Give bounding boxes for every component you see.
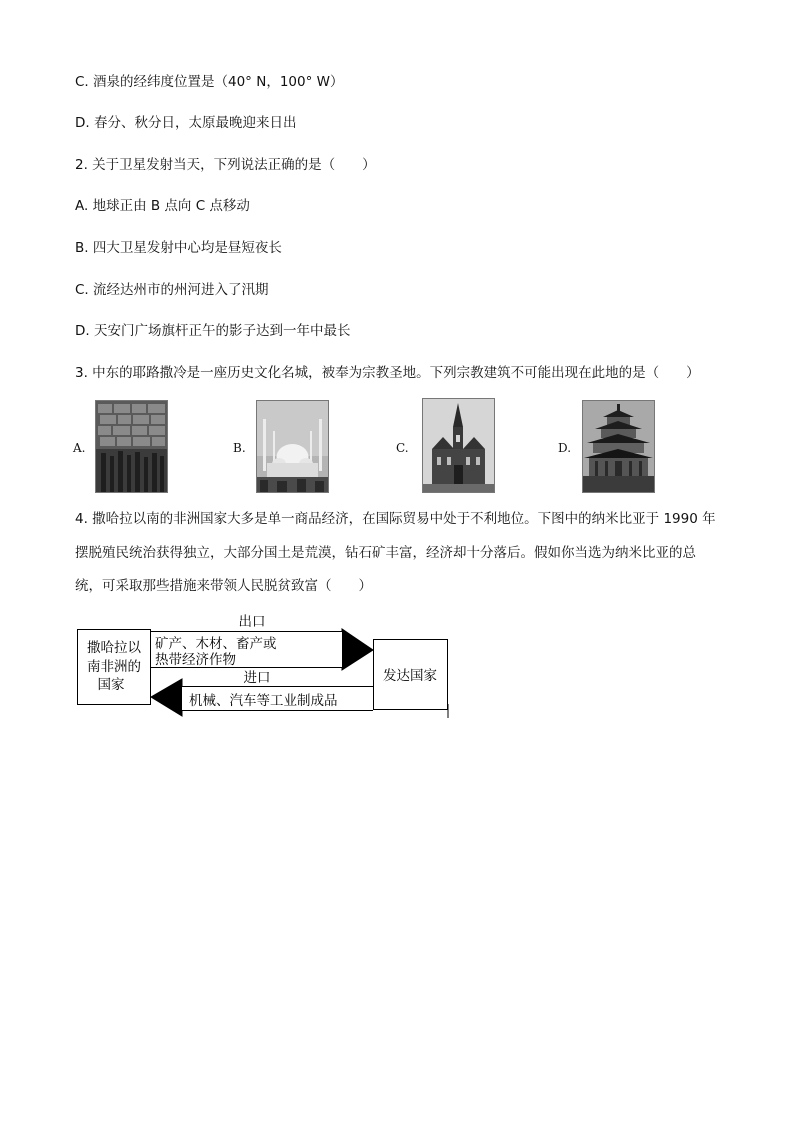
question-1-option-c: C. 酒泉的经纬度位置是（40° N，100° W）	[75, 74, 344, 90]
right-box-label: 发达国家	[383, 668, 437, 684]
question-3-option-d-label: D.	[558, 441, 572, 455]
trade-flow-diagram	[77, 610, 452, 720]
question-2-option-b: B. 四大卫星发射中心均是昼短夜长	[75, 240, 282, 256]
question-2-option-d: D. 天安门广场旗杆正午的影子达到一年中最长	[75, 323, 351, 339]
question-1-option-d: D. 春分、秋分日，太原最晚迎来日出	[75, 115, 297, 131]
left-box-line-2: 南非洲的	[87, 659, 141, 675]
question-4-stem-line-2: 摆脱殖民统治获得独立，大部分国土是荒漠，钻石矿丰富，经济却十分落后。假如你当选为纳米比亚的总	[75, 545, 696, 561]
import-goods: 机械、汽车等工业制成品	[189, 693, 338, 709]
question-2-option-a: A. 地球正由 B 点向 C 点移动	[75, 198, 250, 214]
church-photo	[422, 398, 495, 493]
export-goods-line-2: 热带经济作物	[155, 652, 236, 668]
left-box-line-3: 国家	[97, 677, 125, 693]
buddhist-temple-photo	[582, 400, 655, 493]
question-2-option-c: C. 流经达州市的州河进入了汛期	[75, 282, 269, 298]
question-2-stem: 2. 关于卫星发射当天，下列说法正确的是（ ）	[75, 157, 376, 173]
mosque-photo	[256, 400, 329, 493]
import-label: 进口	[243, 670, 271, 686]
question-3-option-c-label: C.	[396, 441, 409, 455]
question-3-option-a-label: A.	[73, 441, 86, 455]
question-3-option-b-label: B.	[233, 441, 246, 455]
wailing-wall-photo	[95, 400, 168, 493]
question-3-stem: 3. 中东的耶路撒冷是一座历史文化名城，被奉为宗教圣地。下列宗教建筑不可能出现在此地的是（ ）	[75, 365, 700, 381]
export-goods-line-1: 矿产、木材、畜产或	[155, 636, 277, 652]
question-4-stem-line-3: 统，可采取那些措施来带领人民脱贫致富（ ）	[75, 578, 372, 594]
question-4-stem-line-1: 4. 撒哈拉以南的非洲国家大多是单一商品经济，在国际贸易中处于不利地位。下图中的纳米比亚于 1990 年	[75, 511, 716, 527]
export-label: 出口	[238, 614, 266, 630]
left-box-line-1: 撒哈拉以	[87, 640, 141, 656]
